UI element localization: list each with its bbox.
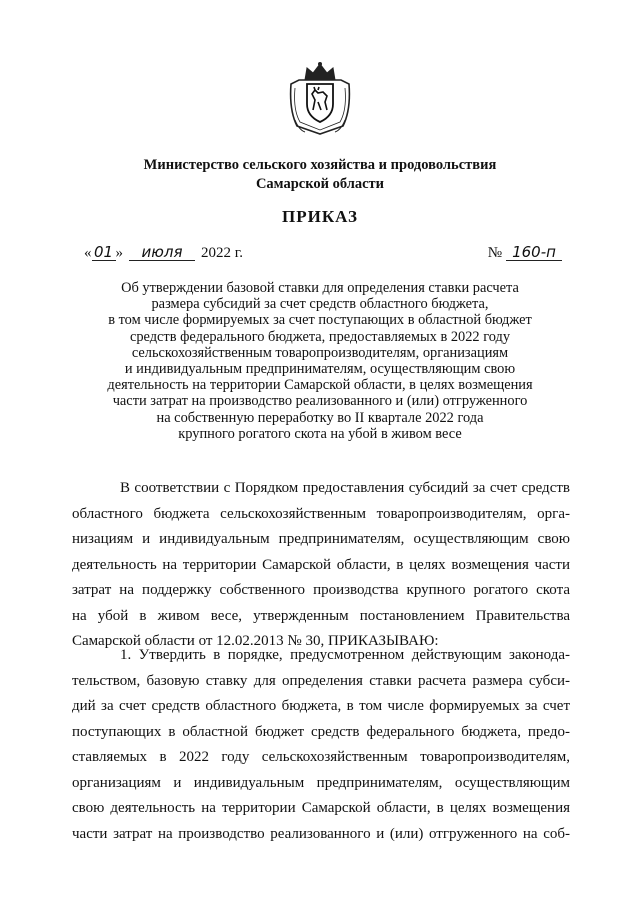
date-year: 2022 г. — [201, 245, 243, 261]
subject-line: деятельность на территории Самарской области, в целях возмещения — [107, 377, 533, 394]
subject-line: размера субсидий за счет средств областного бюджета, — [151, 296, 489, 313]
order-subject — [60, 280, 580, 442]
text-line: 1. Утвердить в порядке, предусмотренном действующим законода- — [120, 647, 570, 663]
ministry-name-line1: Министерство сельского хозяйства и продовольствия — [143, 157, 497, 173]
order-title: ПРИКАЗ — [282, 207, 358, 226]
text-line: Самарской области от 12.02.2013 № 30, ПРИКАЗЫВАЮ: — [72, 633, 439, 649]
number-label: № — [487, 245, 502, 261]
date-quote-close: » — [115, 245, 123, 261]
subject-line: сельскохозяйственным товаропроизводителям, организациям — [131, 344, 509, 361]
number-value: 160-п — [506, 244, 562, 261]
text-line: низациям и индивидуальным предпринимателям, осуществляющим свою — [72, 531, 570, 547]
text-line: на убой в живом весе, утвержденным постановлением Правительства — [72, 607, 570, 624]
preamble-paragraph — [72, 476, 570, 655]
subject-line: на собственную переработку во II квартале 2022 года — [156, 409, 484, 426]
subject-line: Об утверждении базовой ставки для определения ставки расчета — [121, 280, 519, 296]
subject-line: крупного рогатого скота на убой в живом весе — [178, 425, 462, 442]
text-line: свою деятельность на территории Самарской области, в целях возмещения — [72, 800, 570, 816]
text-line: дий за счет средств областного бюджета, в том числе формируемых за счет — [72, 698, 570, 714]
date-number-row — [0, 244, 640, 266]
text-line: ставляемых в 2022 году сельскохозяйственным товаропроизводителям, — [72, 749, 570, 765]
coat-of-arms-icon — [285, 60, 355, 138]
subject-line: части затрат на производство реализованного и (или) отгруженного — [112, 393, 528, 410]
subject-line: и индивидуальным предпринимателям, осуществляющим свою — [124, 361, 516, 378]
date-month: июля — [129, 244, 195, 261]
text-line: поступающих в областной бюджет средств федерального бюджета, предо- — [72, 723, 570, 740]
text-line: тельством, базовую ставку для определения ставки расчета размера субси- — [72, 672, 570, 689]
text-line: организациям и индивидуальным предпринимателям, осуществляющим — [72, 774, 570, 791]
text-line: затрат на поддержку собственного производства крупного рогатого скота — [72, 582, 570, 598]
date-day: 01 — [92, 244, 116, 261]
text-line: В соответствии с Порядком предоставления субсидий за счет средств — [120, 480, 570, 496]
date-quote-open: « — [84, 245, 92, 261]
order-date — [84, 244, 243, 262]
subject-line: в том числе формируемых за счет поступающих в областной бюджет — [108, 312, 532, 329]
subject-line: средств федерального бюджета, предоставляемых в 2022 году — [129, 328, 511, 345]
clause-1-paragraph — [72, 643, 570, 847]
text-line: областного бюджета сельскохозяйственным товаропроизводителям, орга- — [72, 505, 570, 522]
text-line: деятельность на территории Самарской области, в целях возмещения части — [72, 556, 570, 573]
text-line: части затрат на производство реализованного и (или) отгруженного на соб- — [72, 825, 570, 842]
ministry-name-line2: Самарской области — [255, 176, 385, 192]
order-number — [488, 244, 562, 262]
